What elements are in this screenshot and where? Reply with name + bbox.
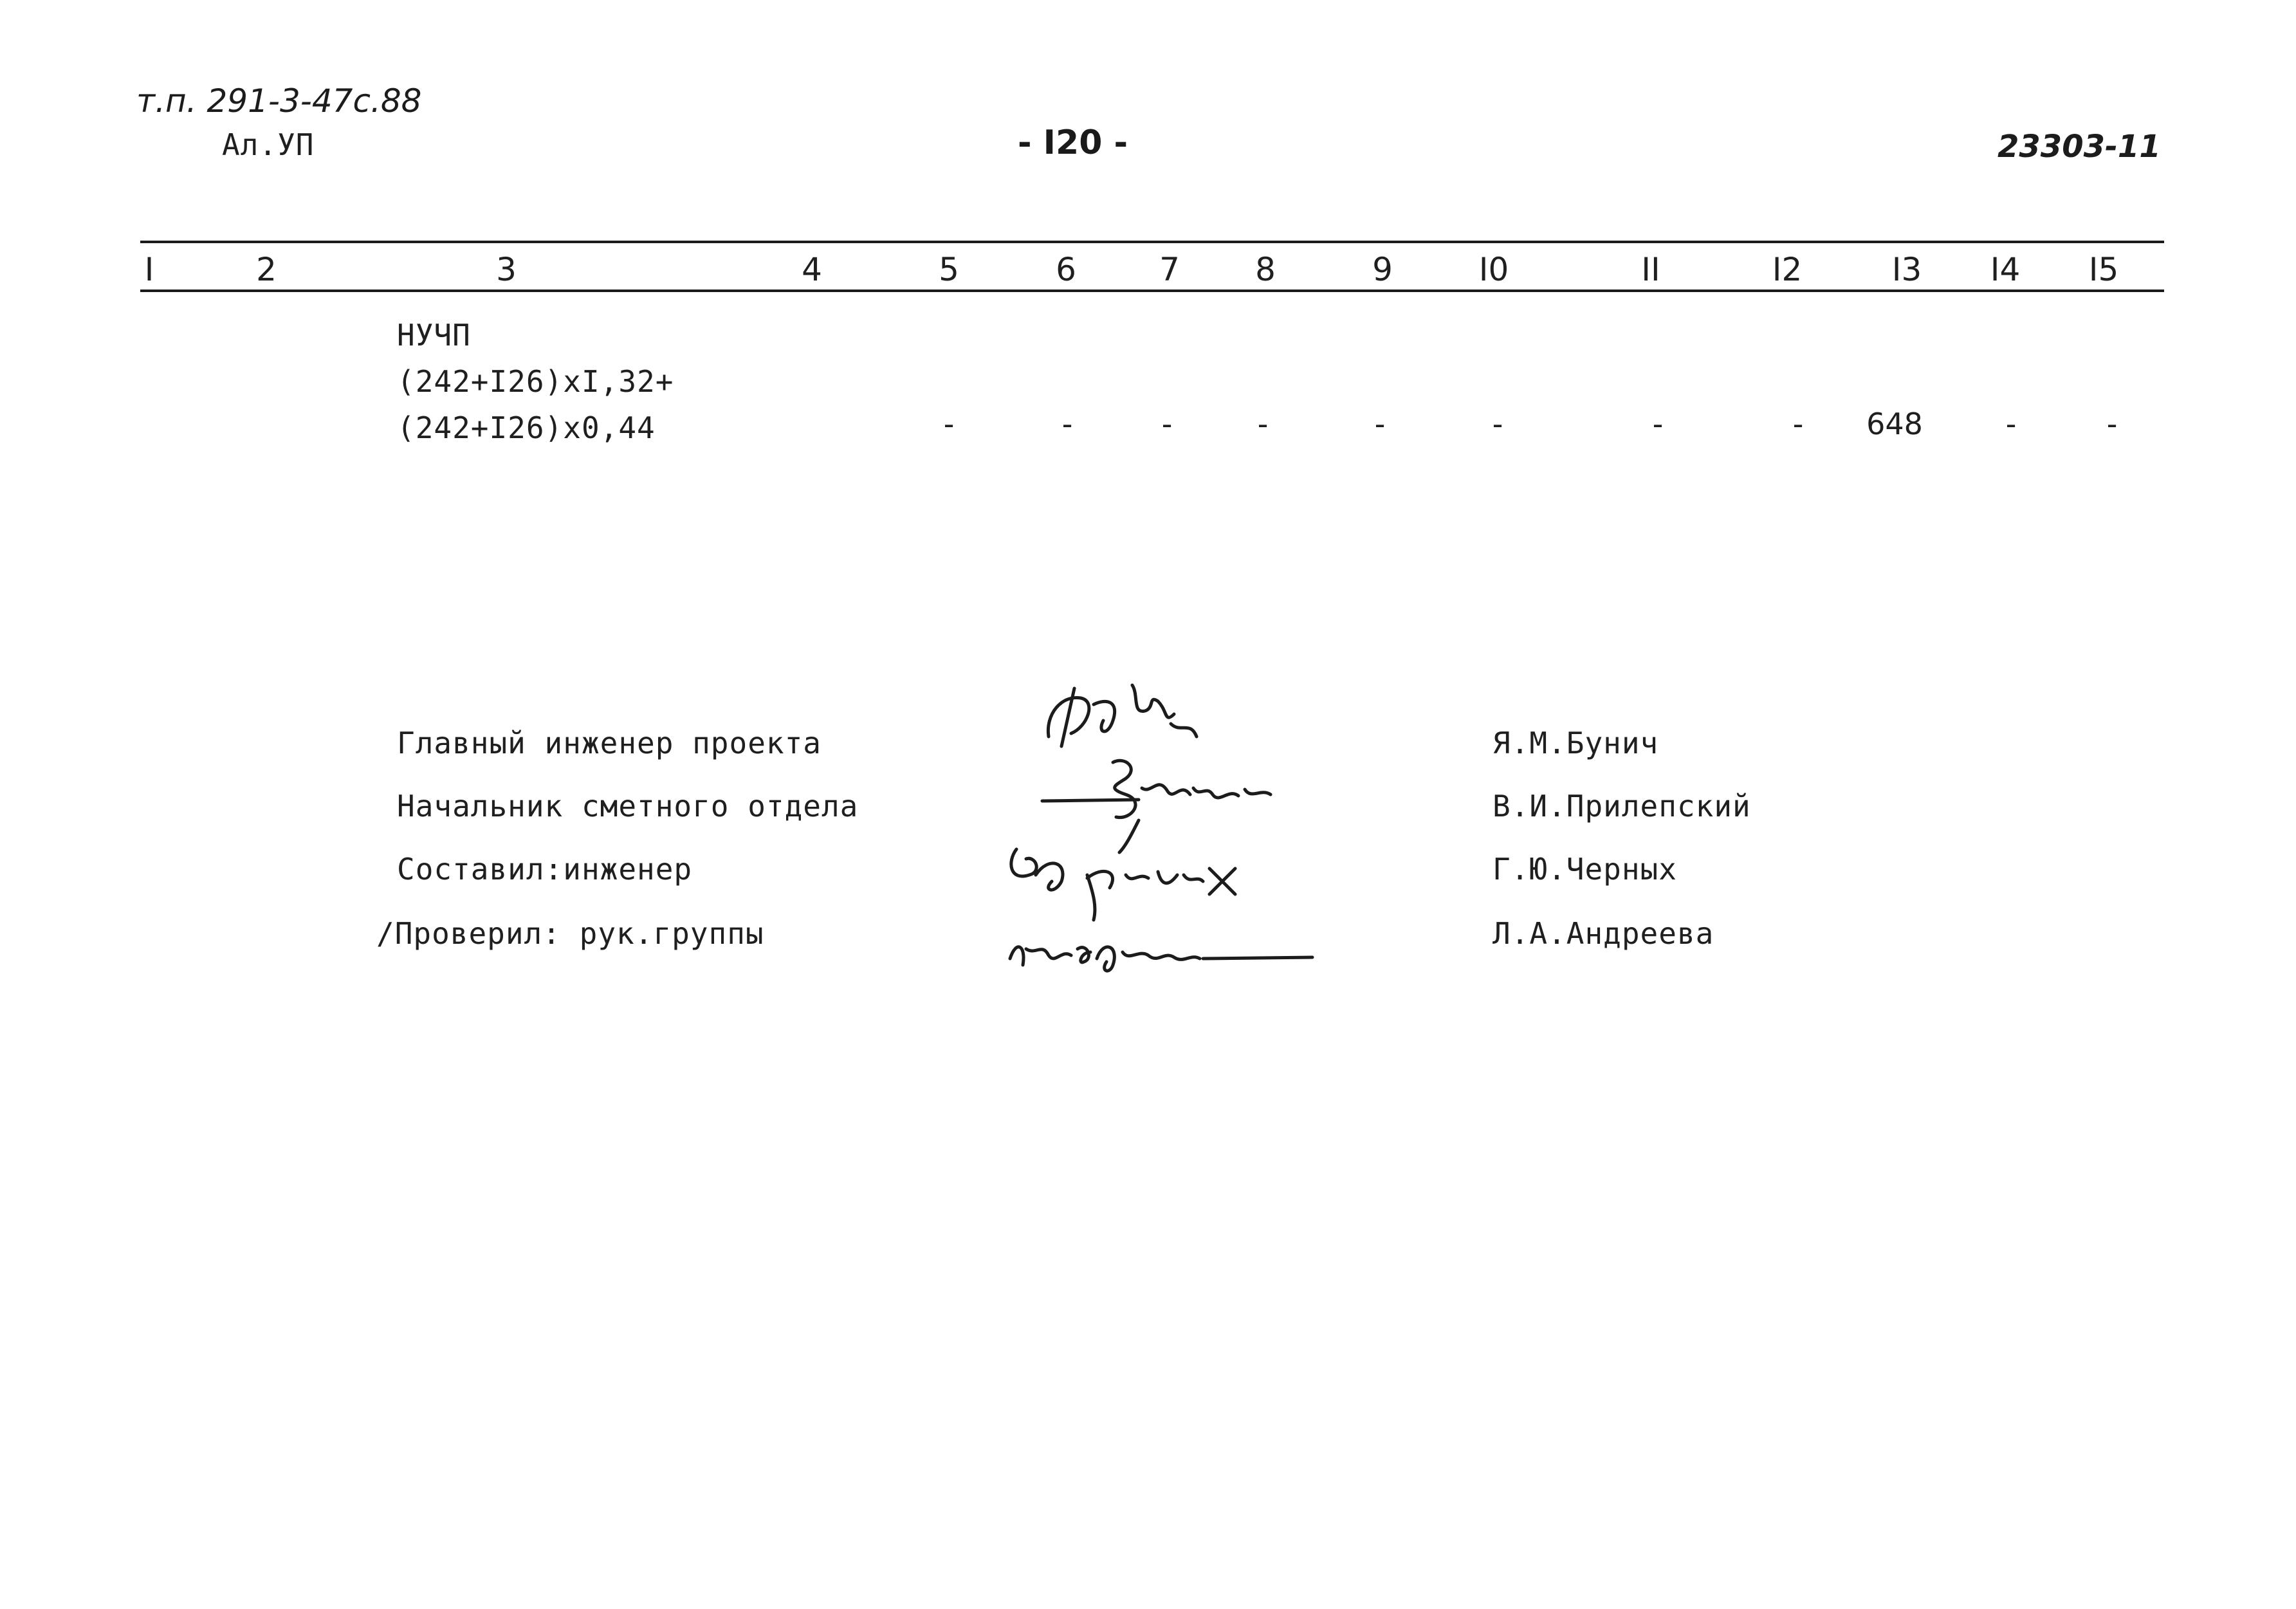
cell-value: - — [1492, 407, 1503, 441]
column-number: I0 — [1478, 251, 1509, 288]
page-number: - I20 - — [1018, 124, 1128, 162]
row-description-line: (242+I26)x0,44 — [397, 410, 656, 445]
album-label: Ал.УП — [222, 127, 315, 162]
row-description-line: (242+I26)xI,32+ — [397, 364, 674, 399]
signatory-position: Составил:инженер — [397, 852, 693, 887]
signatory-position: /Проверил: рук.группы — [376, 916, 764, 951]
column-number: 3 — [496, 251, 517, 288]
cell-value: - — [2106, 407, 2118, 441]
signatory-position: Начальник сметного отдела — [397, 789, 859, 823]
column-number: I5 — [2088, 251, 2119, 288]
cell-value: - — [943, 407, 955, 441]
signature-graphic — [1036, 676, 1229, 759]
column-number: I — [144, 251, 154, 288]
cell-value: - — [1257, 407, 1269, 441]
cell-value: - — [1161, 407, 1173, 441]
cell-value: - — [2005, 407, 2017, 441]
column-number: 4 — [802, 251, 822, 288]
column-number: 2 — [256, 251, 277, 288]
signatory-name: Г.Ю.Черных — [1492, 852, 1677, 887]
column-number: I3 — [1891, 251, 1922, 288]
column-number: 7 — [1159, 251, 1180, 288]
table-top-rule — [140, 241, 2164, 243]
column-number: 9 — [1372, 251, 1393, 288]
signature-graphic — [991, 836, 1274, 926]
cell-value: - — [1652, 407, 1664, 441]
signatory-position: Главный инженер проекта — [397, 726, 822, 760]
column-number: I2 — [1772, 251, 1803, 288]
column-number: 6 — [1056, 251, 1076, 288]
column-number: I4 — [1990, 251, 2021, 288]
cell-value: - — [1061, 407, 1073, 441]
signatory-name: Я.М.Бунич — [1492, 726, 1659, 760]
column-number: 5 — [939, 251, 959, 288]
inventory-number: 23303-11 — [1998, 129, 2161, 165]
row-description-line: НУЧП — [397, 318, 471, 353]
signature-graphic — [997, 914, 1319, 984]
cell-value: 648 — [1866, 407, 1923, 441]
column-number: 8 — [1255, 251, 1276, 288]
signatory-name: В.И.Прилепский — [1492, 789, 1751, 823]
column-number: II — [1641, 251, 1660, 288]
cell-value: - — [1792, 407, 1804, 441]
table-header-rule — [140, 290, 2164, 292]
cell-value: - — [1374, 407, 1386, 441]
signatory-name: Л.А.Андреева — [1492, 916, 1714, 951]
document-code: т.п. 291-3-47с.88 — [136, 82, 422, 120]
